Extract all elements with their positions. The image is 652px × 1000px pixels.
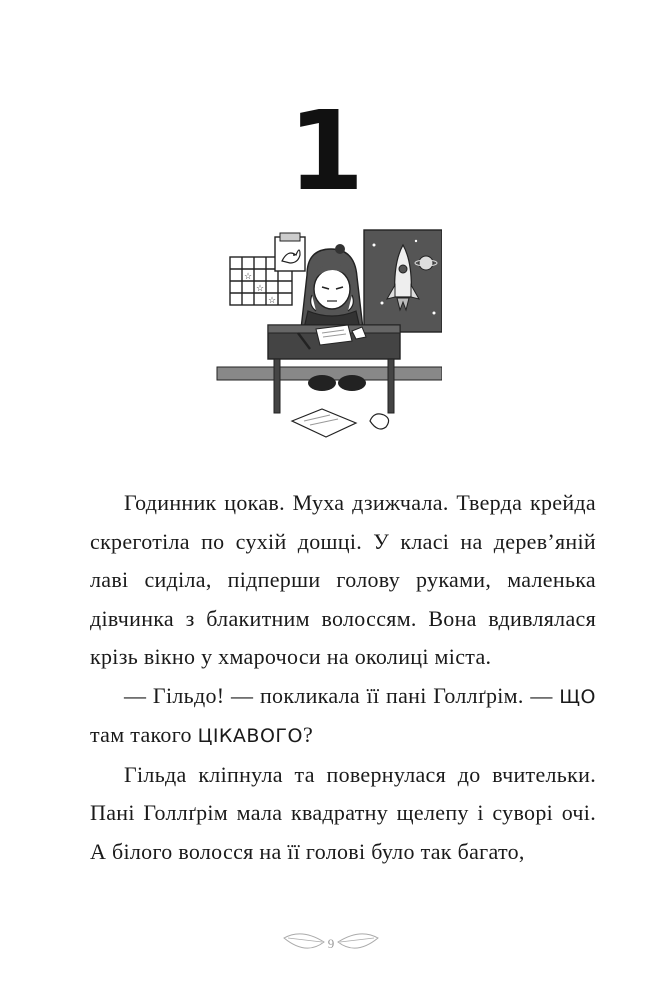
emphasis-word-2: ЦІКАВОГО [197, 725, 303, 747]
bird-note-icon [275, 233, 305, 271]
page-number: 9 [327, 936, 335, 951]
floor-paper-icon [292, 409, 356, 437]
paragraph-3: Гільда кліпнула та повернулася до вчительки. Пані Голлґрім мала квадратну щелепу і суворі очі. А білого волосся на її голові було так багато, [90, 761, 596, 864]
right-shoe [338, 375, 366, 391]
paragraph-2-middle: там такого [90, 722, 198, 747]
paragraph-2-dialogue: — Гільдо! — покликала її пані Голлґрім. — [124, 682, 560, 708]
emphasis-word-1: ЩО [559, 685, 596, 708]
girl-icon [301, 244, 363, 337]
paragraph-2-end: ? [302, 722, 314, 747]
calendar-star-1: ☆ [244, 271, 253, 281]
chapter-text [90, 484, 596, 871]
calendar-star-2: ☆ [256, 283, 265, 293]
page-footer [276, 924, 386, 964]
crumpled-paper-icon [370, 414, 389, 429]
paragraph-1: Годинник цокав. Муха дзижчала. Тверда крейда скреготіла по сухій дошці. У класі на дерев’яній лаві сиділа, підперши голову руками, маленька дівчинка з блакитним волоссям. Вона вдивлялася крізь вікно у хмарочоси на околиці міста. [90, 490, 596, 669]
chapter-number: 1 [287, 87, 365, 215]
paragraph-2 [90, 677, 596, 756]
calendar-star-3: ☆ [268, 295, 277, 305]
left-shoe [308, 375, 336, 391]
rocket-poster-icon [364, 230, 442, 332]
girl-at-desk-illustration [212, 225, 442, 440]
